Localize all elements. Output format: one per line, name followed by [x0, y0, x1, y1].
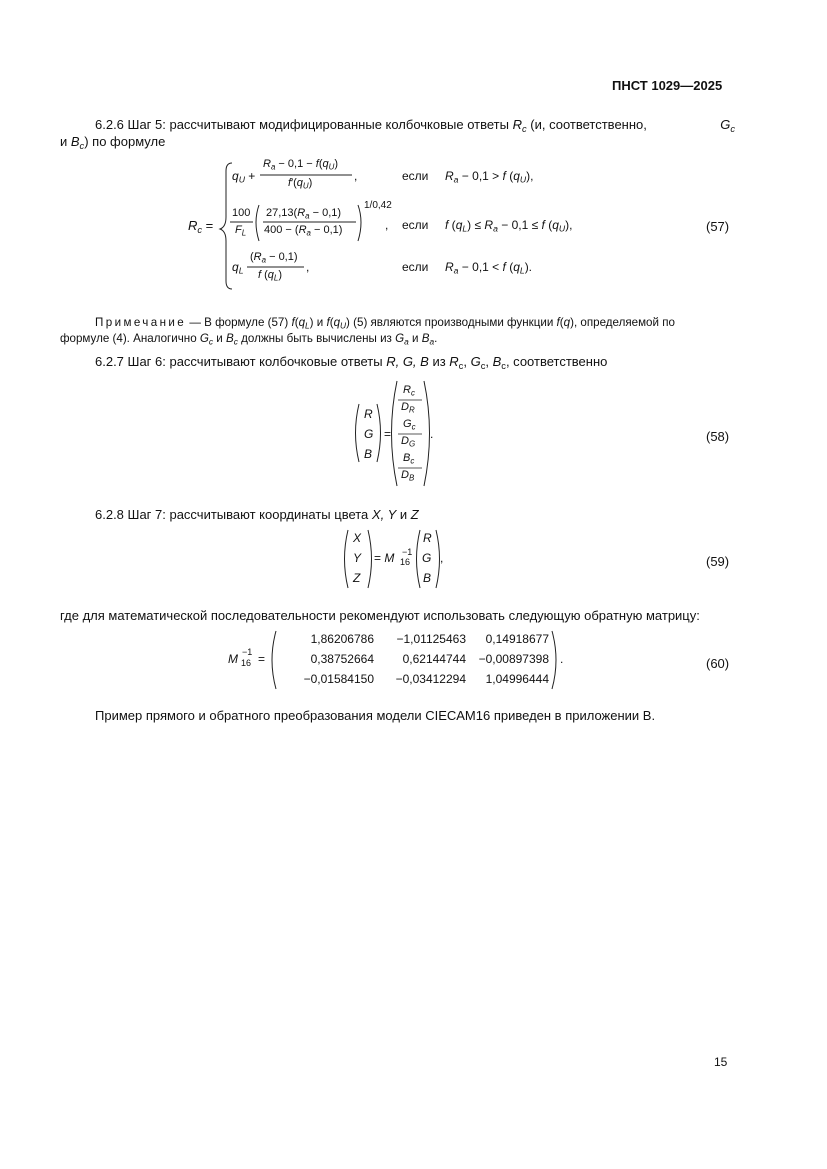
- equation-60-number: (60): [706, 656, 730, 671]
- equation-59-number: (59): [706, 554, 730, 569]
- step5-paragraph-line2: и $B_c$) по формуле: [60, 134, 166, 151]
- condition-3-label: если: [402, 260, 429, 274]
- matrix-cell: 1,04996444: [485, 672, 549, 686]
- note-paragraph: Примечание — В формуле (57) $f(q_L)$ и $f(q_U)$ (5) являются производными функции f(q), определяемой по: [95, 316, 675, 331]
- note-paragraph-line2: формуле (4). Аналогично $G_c$ и $B_c$ должны быть вычислены из $G_a$ и $B_a$.: [60, 332, 438, 347]
- page-number: 15: [714, 1055, 728, 1069]
- equation-59: X Y Z = M −1 16 R G B ,: [340, 527, 460, 591]
- equation-58: R G B = $R_c$ $D_R$ $G_c$ $D_G$ $B_c$ $D_B$ .: [350, 378, 450, 490]
- k-100: 100: [232, 207, 251, 219]
- matrix-intro: где для математической последовательности рекомендуют использовать следующую обратную матрицу:: [60, 608, 700, 623]
- matrix-cell: −1,01125463: [396, 632, 466, 646]
- matrix-cell: 0,62144744: [402, 652, 466, 666]
- equation-58-number: (58): [706, 429, 730, 444]
- annex-reference: Пример прямого и обратного преобразования модели CIECAM16 приведен в приложении В.: [95, 708, 656, 723]
- step6-paragraph: 6.2.7 Шаг 6: рассчитывают колбочковые ответы R, G, B из $R_c$, $G_c$, $B_c$, соответственно: [95, 354, 608, 371]
- document-id: ПНСТ 1029—2025: [612, 78, 723, 93]
- equation-57-number: (57): [706, 219, 730, 234]
- exponent: 1/0,42: [364, 200, 392, 211]
- equation-60: M −1 16 = 1,86206786 −1,01125463 0,14918677 0,38752664 0,62144744 −0,00897398 −0,01584150 −0,03412294 1,04996444 .: [226, 628, 571, 692]
- step7-paragraph: 6.2.8 Шаг 7: рассчитывают координаты цвета X, Y и Z: [95, 507, 419, 522]
- note-label: Примечание: [95, 316, 187, 329]
- step5-text-3: и: [60, 134, 71, 149]
- step5-text-4: ) по формуле: [84, 134, 166, 149]
- step5-text-2: (и, соответственно,: [526, 117, 647, 132]
- matrix-cell: 0,38752664: [310, 652, 374, 666]
- k-27-13: 27,13: [266, 207, 294, 219]
- equation-57: $R_c$ = $q_U$ + $R_a - 0,1 - f(q_U)$ $f'(q_U)$ , если $R_a - 0,1 > f$ $(q_U)$, 100 $F_L$ $27,13(R_a - 0,1)$ $400 - (R_a - 0,1)$ 1/0,42 , если f $(q_L) \le R_a - 0,1 \le f$ $(q_U)$, $q_L$ $(R_a - 0,1)$ f $(q_L)$ , если $R_a - 0,1 < f$ $(q_L)$.: [180, 155, 740, 295]
- c-0-1: 0,1: [287, 158, 304, 170]
- k-400: 400: [264, 224, 283, 236]
- step5-text-1: 6.2.6 Шаг 5: рассчитывают модифицированные колбочковые ответы: [95, 117, 513, 132]
- condition-2-label: если: [402, 218, 429, 232]
- condition-1-label: если: [402, 169, 429, 183]
- matrix-cell: 1,86206786: [310, 632, 374, 646]
- matrix-cell: −0,00897398: [478, 652, 549, 666]
- step5-paragraph: 6.2.6 Шаг 5: рассчитывают модифицированные колбочковые ответы $R_c$ (и, соответственно, $G_c$: [95, 117, 735, 134]
- matrix-cell: 0,14918677: [485, 632, 549, 646]
- matrix-cell: −0,03412294: [395, 672, 466, 686]
- matrix-cell: −0,01584150: [303, 672, 374, 686]
